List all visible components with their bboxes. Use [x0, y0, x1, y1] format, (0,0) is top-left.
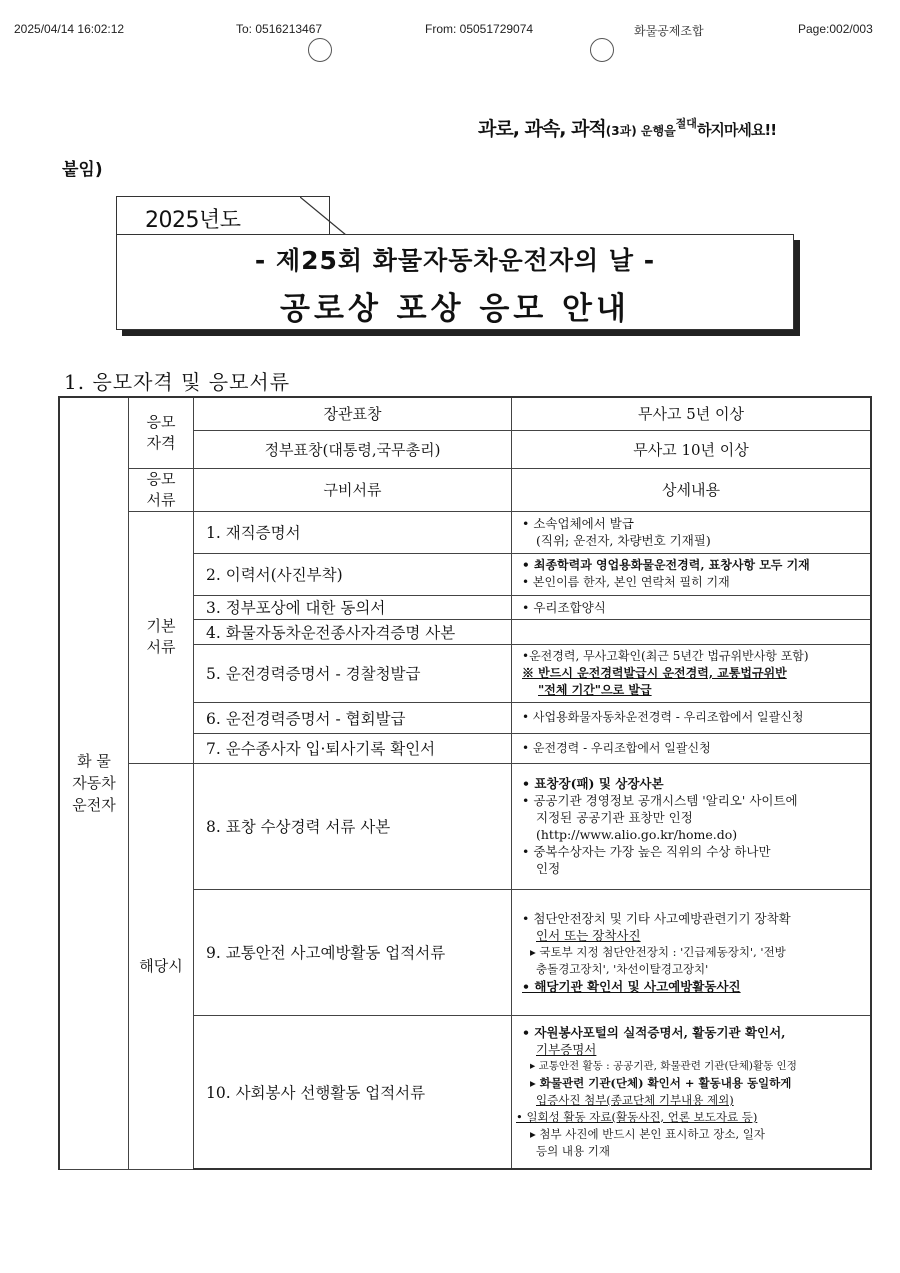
- award-requirement: 무사고 5년 이상: [512, 397, 872, 430]
- doc-details: [512, 1015, 872, 1169]
- basic-label-line: 기본: [146, 617, 176, 635]
- doc-details: [512, 553, 872, 595]
- detail-line: (http://www.alio.go.kr/home.do): [536, 827, 738, 842]
- doc-name: 3. 정부포상에 대한 동의서: [194, 595, 512, 619]
- doc-name: 2. 이력서(사진부착): [194, 553, 512, 595]
- slogan-end: 하지마세요!!: [696, 121, 777, 139]
- doc-details: [512, 511, 872, 553]
- detail-line: 기부증명서: [536, 1041, 597, 1057]
- title-line1: - 제25회 화물자동차운전자의 날 -: [254, 246, 656, 275]
- doc-name: 9. 교통안전 사고예방활동 업적서류: [194, 889, 512, 1015]
- docs-header-required: 구비서류: [194, 468, 512, 511]
- doc-details: [512, 595, 872, 619]
- fax-datetime: 2025/04/14 16:02:12: [14, 22, 125, 36]
- detail-line: • 본인이름 한자, 본인 연락처 필히 기재: [522, 575, 730, 589]
- detail-line: 지정된 공공기관 표창만 인정: [536, 810, 693, 825]
- award-requirement: 무사고 10년 이상: [512, 430, 872, 468]
- year-label: 2025년도: [145, 208, 241, 233]
- punch-hole-icon: [308, 38, 332, 62]
- tab-slant-line: [300, 196, 348, 236]
- section-heading: 1. 응모자격 및 응모서류: [64, 370, 291, 394]
- detail-line: • 첨단안전장치 및 기타 사고예방관련기기 장착확: [522, 910, 791, 926]
- detail-line: 등의 내용 기재: [536, 1143, 610, 1158]
- title-box: [116, 234, 794, 330]
- doc-name: 5. 운전경력증명서 - 경찰청발급: [194, 644, 512, 702]
- detail-line: ▸ 교통안전 활동 : 공공기관, 화물관련 기관(단체)활동 인정: [530, 1059, 797, 1072]
- detail-line: • 일회성 활동 자료(활동사진, 언론 보도자료 등): [516, 1109, 758, 1124]
- docs-label-line: 서류: [146, 490, 176, 509]
- doc-name: 6. 운전경력증명서 - 협회발급: [194, 702, 512, 733]
- attachment-label: 붙임): [62, 160, 103, 180]
- docs-header-details: 상세내용: [512, 468, 872, 511]
- detail-line: • 표창장(패) 및 상장사본: [522, 776, 664, 791]
- slogan-main: 과로, 과속, 과적: [478, 118, 606, 140]
- fax-page: Page:002/003: [798, 22, 873, 36]
- group-label-cell: [59, 397, 129, 1169]
- year-tab: [116, 196, 330, 235]
- detail-line: • 우리조합양식: [522, 599, 606, 615]
- detail-line: • 최종학력과 영업용화물운전경력, 표창사항 모두 기재: [522, 558, 810, 572]
- doc-details: [512, 619, 872, 644]
- doc-name: 1. 재직증명서: [194, 511, 512, 553]
- doc-details: [512, 702, 872, 733]
- doc-details: [512, 763, 872, 889]
- applicable-label-cell: 해당시: [129, 763, 194, 1169]
- requirements-table: [58, 396, 872, 1170]
- detail-line: • 공공기관 경영정보 공개시스템 '알리오' 사이트에: [522, 793, 798, 808]
- slogan-sub: (3과) 운행을: [605, 124, 676, 138]
- docs-label-cell: [129, 468, 194, 511]
- award-name: 장관표창: [194, 397, 512, 430]
- detail-line: 인정: [536, 861, 561, 876]
- slogan-emphasis: 절대: [675, 117, 697, 130]
- detail-line: (직위; 운전자, 차량번호 기재필): [536, 533, 711, 548]
- fax-from: From: 05051729074: [425, 22, 534, 36]
- slogan: [478, 114, 776, 141]
- doc-details: [512, 733, 872, 763]
- eligibility-label-cell: [129, 397, 194, 468]
- detail-line: ※ 반드시 운전경력발급시 운전경력, 교통법규위반: [522, 665, 787, 680]
- doc-name: 8. 표창 수상경력 서류 사본: [194, 763, 512, 889]
- detail-line: 입증사진 첨부(종교단체 기부내용 제외): [536, 1092, 734, 1107]
- punch-hole-icon: [590, 38, 614, 62]
- docs-label-line: 응모: [146, 469, 176, 488]
- detail-line: • 소속업체에서 발급: [522, 516, 634, 531]
- eligibility-label-line: 응모: [146, 412, 176, 431]
- detail-line: • 해당기관 확인서 및 사고예방활동사진: [522, 978, 741, 994]
- detail-line: • 사업용화물자동차운전경력 - 우리조합에서 일괄신청: [522, 710, 804, 724]
- detail-line: "전체 기간"으로 발급: [538, 682, 652, 697]
- doc-details: [512, 889, 872, 1015]
- detail-line: ▸ 첨부 사진에 반드시 본인 표시하고 장소, 일자: [530, 1126, 765, 1141]
- basic-label-cell: [129, 511, 194, 763]
- award-name: 정부표창(대통령,국무총리): [194, 430, 512, 468]
- detail-line: 충돌경고장치', '차선이탈경고장치': [536, 961, 709, 976]
- title-line2: 공로상 포상 응모 안내: [280, 291, 630, 327]
- doc-details: [512, 644, 872, 702]
- detail-line: 인서 또는 장착사진: [536, 927, 641, 943]
- detail-line: •운전경력, 무사고확인(최근 5년간 법규위반사항 포함): [522, 648, 809, 663]
- group-label-line: 화 물: [77, 752, 111, 771]
- fax-org: 화물공제조합: [634, 24, 704, 38]
- detail-line: • 중복수상자는 가장 높은 직위의 수상 하나만: [522, 844, 771, 859]
- basic-label-line: 서류: [146, 638, 176, 656]
- doc-name: 10. 사회봉사 선행활동 업적서류: [194, 1015, 512, 1169]
- detail-line: ▸ 국토부 지정 첨단안전장치 : '긴급제동장치', '전방: [530, 944, 786, 959]
- eligibility-label-line: 자격: [146, 433, 176, 452]
- doc-name: 7. 운수종사자 입·퇴사기록 확인서: [194, 733, 512, 763]
- detail-line: ▸ 화물관련 기관(단체) 확인서 + 활동내용 동일하게: [530, 1075, 792, 1090]
- group-label-line: 운전자: [72, 796, 116, 815]
- detail-line: • 운전경력 - 우리조합에서 일괄신청: [522, 740, 711, 755]
- detail-line: • 자원봉사포털의 실적증명서, 활동기관 확인서,: [522, 1024, 786, 1040]
- fax-to: To: 0516213467: [236, 22, 323, 36]
- group-label-line: 자동차: [72, 774, 116, 793]
- doc-name: 4. 화물자동차운전종사자격증명 사본: [194, 619, 512, 644]
